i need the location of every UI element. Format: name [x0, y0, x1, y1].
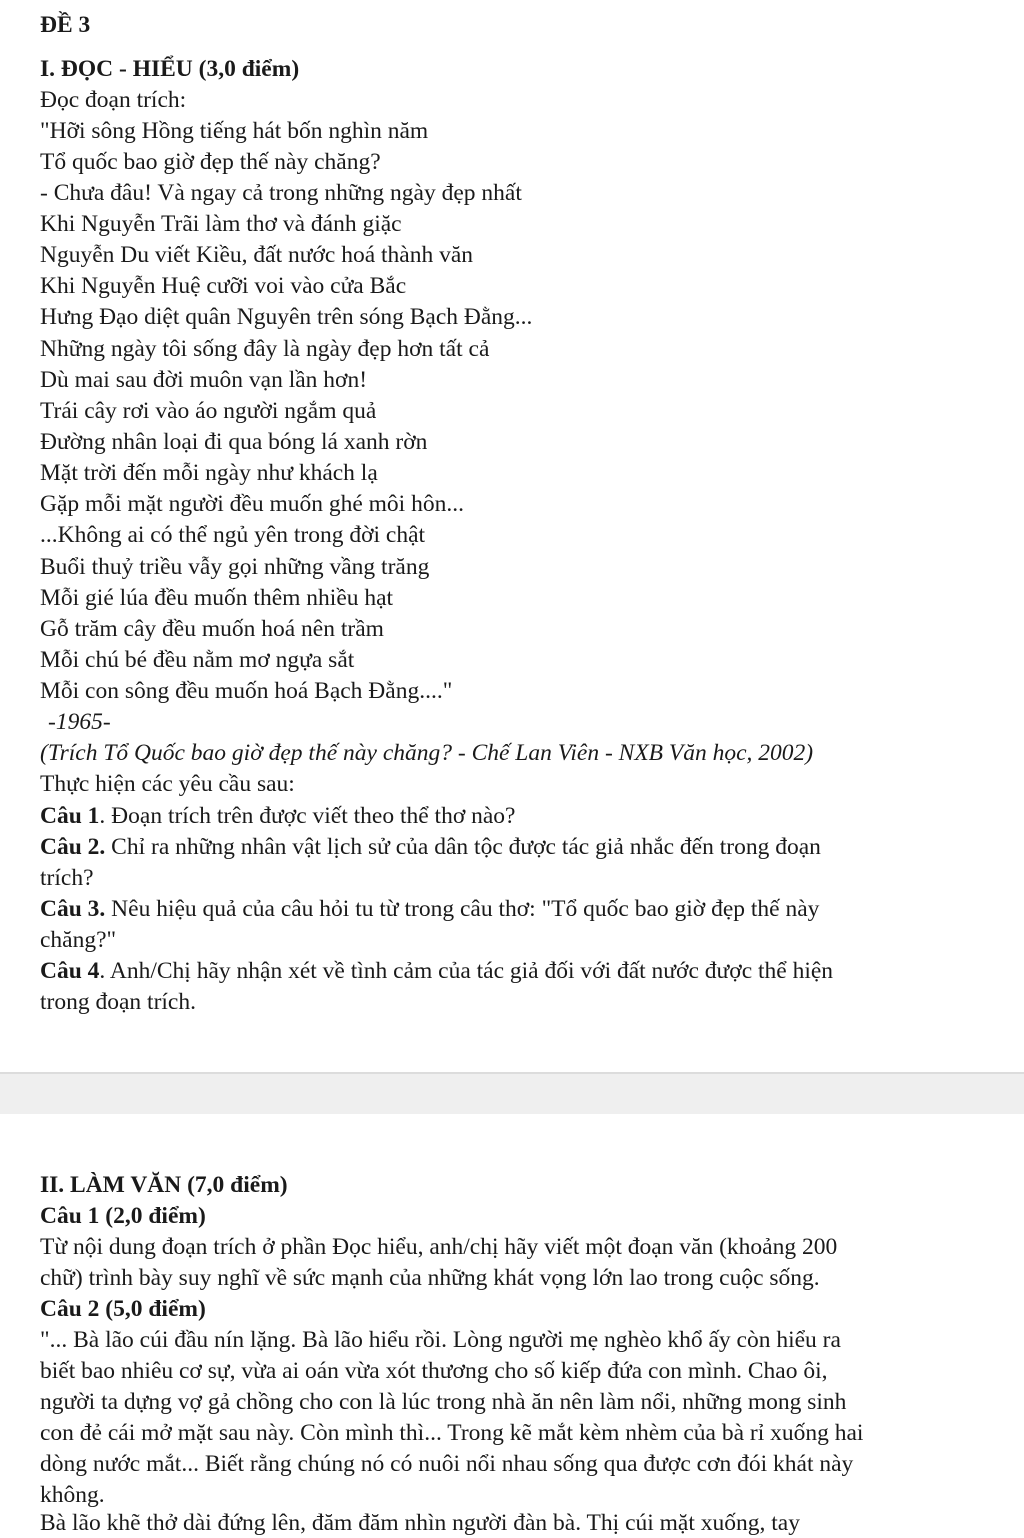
poem-line: Nguyễn Du viết Kiều, đất nước hoá thành văn: [40, 242, 474, 268]
poem-line: Mỗi con sông đều muốn hoá Bạch Đằng....": [40, 678, 453, 704]
part2-q1-label: Câu 1 (2,0 điểm): [40, 1203, 206, 1229]
question-4: [40, 956, 833, 986]
part2-q1-line: Từ nội dung đoạn trích ở phần Đọc hiểu, anh/chị hãy viết một đoạn văn (khoảng 200: [40, 1234, 838, 1260]
question-3: [40, 894, 819, 924]
exam-title: ĐỀ 3: [40, 12, 91, 38]
question-text: Chỉ ra những nhân vật lịch sử của dân tộc được tác giả nhắc đến trong đoạn: [105, 834, 821, 860]
page-separator: [0, 1072, 1024, 1114]
poem-line: ...Không ai có thể ngủ yên trong đời chật: [40, 522, 426, 548]
poem-line: - Chưa đâu! Và ngay cả trong những ngày đẹp nhất: [40, 180, 522, 206]
question-label: Câu 3.: [40, 896, 106, 922]
question-label: Câu 1: [40, 803, 100, 829]
poem-line: Hưng Đạo diệt quân Nguyên trên sóng Bạch Đằng...: [40, 304, 533, 330]
part2-q1-line: chữ) trình bày suy nghĩ về sức mạnh của những khát vọng lớn lao trong cuộc sống.: [40, 1265, 820, 1291]
part2-q2-cutoff-line: [40, 1508, 1000, 1536]
question-3-cont: chăng?": [40, 927, 117, 953]
part2-q2-line: người ta dựng vợ gả chồng cho con là lúc trong nhà ăn nên làm nổi, những mong sinh: [40, 1389, 847, 1415]
poem-line: Dù mai sau đời muôn vạn lần hơn!: [40, 367, 368, 393]
poem-line: Buổi thuỷ triều vẫy gọi những vầng trăng: [40, 554, 430, 580]
question-2-cont: trích?: [40, 865, 94, 891]
poem-line: Đường nhân loại đi qua bóng lá xanh rờn: [40, 429, 428, 455]
poem-source: (Trích Tổ Quốc bao giờ đẹp thế này chăng? - Chế Lan Viên - NXB Văn học, 2002): [40, 740, 814, 766]
part2-q2-label: Câu 2 (5,0 điểm): [40, 1296, 206, 1322]
poem-line: Khi Nguyễn Huệ cưỡi voi vào cửa Bắc: [40, 273, 407, 299]
part2-q2-line: biết bao nhiêu cơ sự, vừa ai oán vừa xót thương cho số kiếp đứa con mình. Chao ôi,: [40, 1358, 828, 1384]
poem-line: Mỗi gié lúa đều muốn thêm nhiều hạt: [40, 585, 394, 611]
question-text: . Đoạn trích trên được viết theo thể thơ nào?: [99, 803, 516, 829]
question-text: Nêu hiệu quả của câu hỏi tu từ trong câu thơ: "Tổ quốc bao giờ đẹp thế này: [105, 896, 820, 922]
part1-heading: I. ĐỌC - HIỂU (3,0 điểm): [40, 56, 300, 82]
poem-line: "Hỡi sông Hồng tiếng hát bốn nghìn năm: [40, 118, 429, 144]
part1-intro: Đọc đoạn trích:: [40, 87, 187, 113]
part2-q2-line: không.: [40, 1482, 105, 1508]
poem-line: Gặp mỗi mặt người đều muốn ghé môi hôn...: [40, 491, 464, 517]
part2-q2-line: "... Bà lão cúi đầu nín lặng. Bà lão hiểu rồi. Lòng người mẹ nghèo khổ ấy còn hiểu ra: [40, 1327, 841, 1353]
part1-instruction: Thực hiện các yêu cầu sau:: [40, 771, 295, 797]
poem-line: Gỗ trăm cây đều muốn hoá nên trầm: [40, 616, 384, 642]
part2-q2-line: Bà lão khẽ thở dài đứng lên, đăm đăm nhìn người đàn bà. Thị cúi mặt xuống, tay: [40, 1510, 800, 1536]
question-text: . Anh/Chị hãy nhận xét về tình cảm của tác giả đối với đất nước được thể hiện: [99, 958, 834, 984]
poem-line: Những ngày tôi sống đây là ngày đẹp hơn tất cả: [40, 336, 490, 362]
question-2: [40, 832, 821, 862]
part2-q2-line: con đẻ cái mở mặt sau này. Còn mình thì... Trong kẽ mắt kèm nhèm của bà rỉ xuống hai: [40, 1420, 864, 1446]
poem-year: -1965-: [48, 709, 111, 735]
poem-line: Tổ quốc bao giờ đẹp thế này chăng?: [40, 149, 381, 175]
question-label: Câu 2.: [40, 834, 106, 860]
question-label: Câu 4: [40, 958, 100, 984]
poem-line: Trái cây rơi vào áo người ngắm quả: [40, 398, 377, 424]
poem-line: Khi Nguyễn Trãi làm thơ và đánh giặc: [40, 211, 402, 237]
part2-q2-line: dòng nước mắt... Biết rằng chúng nó có nuôi nổi nhau sống qua được cơn đói khát này: [40, 1451, 854, 1477]
poem-line: Mặt trời đến mỗi ngày như khách lạ: [40, 460, 378, 486]
poem-line: Mỗi chú bé đều nằm mơ ngựa sắt: [40, 647, 355, 673]
question-4-cont: trong đoạn trích.: [40, 989, 196, 1015]
part2-heading: II. LÀM VĂN (7,0 điểm): [40, 1172, 288, 1198]
question-1: [40, 801, 516, 831]
